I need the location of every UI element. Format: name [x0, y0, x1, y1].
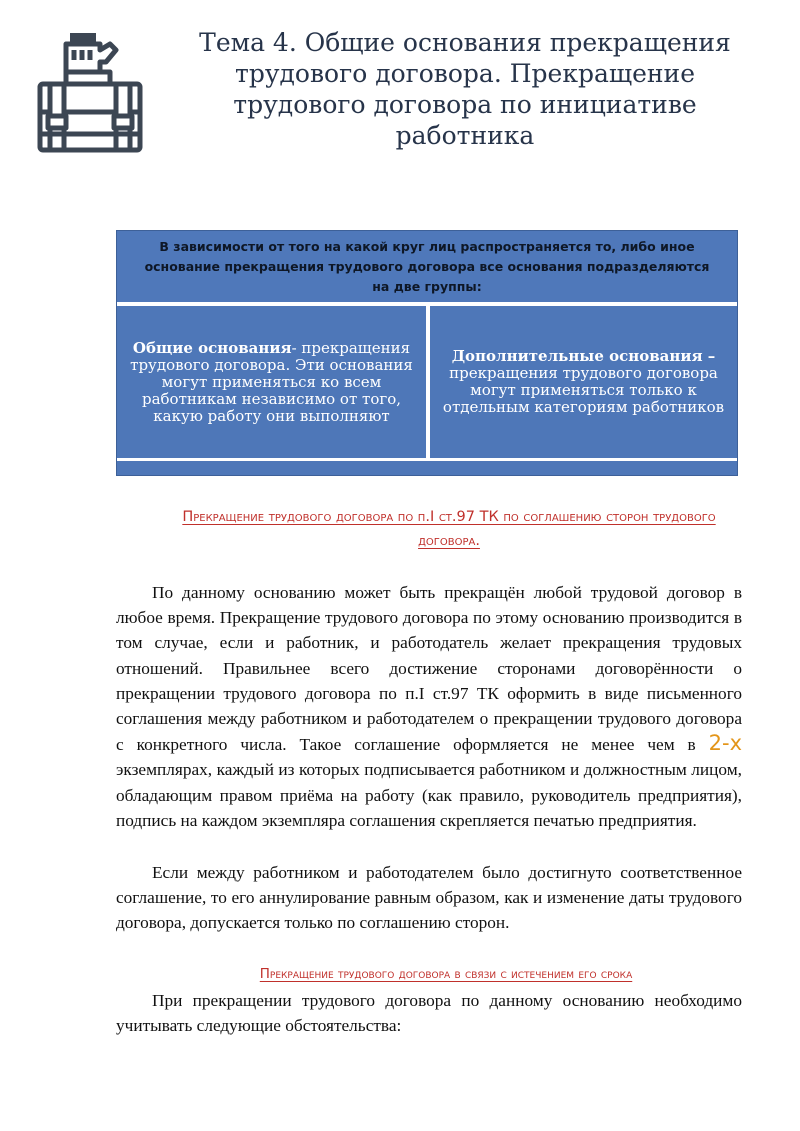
grounds-diagram [116, 230, 738, 476]
paragraph-term-expiry: При прекращении трудового договора по данному основанию необходимо учитывать следующие обстоятельства: [116, 991, 742, 1036]
paragraph-agreement-part1: По данному основанию может быть прекращён любой трудовой договор в любое время. Прекращение трудового договора по этому основанию производится в том случае, если и работник, и работодатель желает прекращения трудовых отношений. Правильнее всего достижение сторонами договорённости о прекращении трудового договора по п.I ст.97 ТК оформить в виде письменного соглашения между работником и работодателем о прекращении трудового договора с конкретного числа. Такое соглашение оформляется не менее чем в [116, 583, 742, 755]
diagram-header: В зависимости от того на какой круг лиц распространяется то, либо иное основание прекращения трудового договора все основания подразделяются на две группы: [117, 231, 737, 302]
general-grounds-text [129, 340, 414, 425]
page-title: Тема 4. Общие основания прекращения трудового договора. Прекращение трудового договора по инициативе работника [199, 28, 731, 150]
section-heading-agreement: Прекращение трудового договора по п.I ст.97 ТК по соглашению сторон трудового договора. [182, 509, 716, 549]
general-grounds-description: - прекращения трудового договора. Эти основания могут применяться ко всем работникам независимо от того, какую работу они выполняют [130, 338, 413, 425]
paragraph-annulment: Если между работником и работодателем было достигнуто соответственное соглашение, то его аннулирование равным образом, как и изменение даты трудового договора, допускается только по соглашению сторон. [116, 863, 742, 933]
additional-grounds-text [442, 348, 725, 416]
paragraph-agreement [116, 580, 742, 833]
section-heading-term-expiry: Прекращение трудового договора в связи с истечением его срока [259, 966, 633, 982]
general-grounds-box [117, 306, 426, 458]
diagram-footer-line [117, 458, 737, 461]
briefcase-hand-icon [36, 30, 144, 154]
general-grounds-term: Общие основания [132, 338, 292, 357]
additional-grounds-box [430, 306, 737, 458]
additional-grounds-term: Дополнительные основания – [451, 347, 716, 365]
paragraph-agreement-part2: экземплярах, каждый из которых подписывается работником и должностным лицом, обладающим правом приёма на работу (как правило, руководитель предприятия), подпись на каждом экземпляра соглашения скрепляется печатью предприятия. [116, 760, 742, 830]
copies-count-highlight: 2-х [708, 731, 742, 756]
additional-grounds-description: прекращения трудового договора могут применяться только к отдельным категориям работников [442, 364, 725, 416]
